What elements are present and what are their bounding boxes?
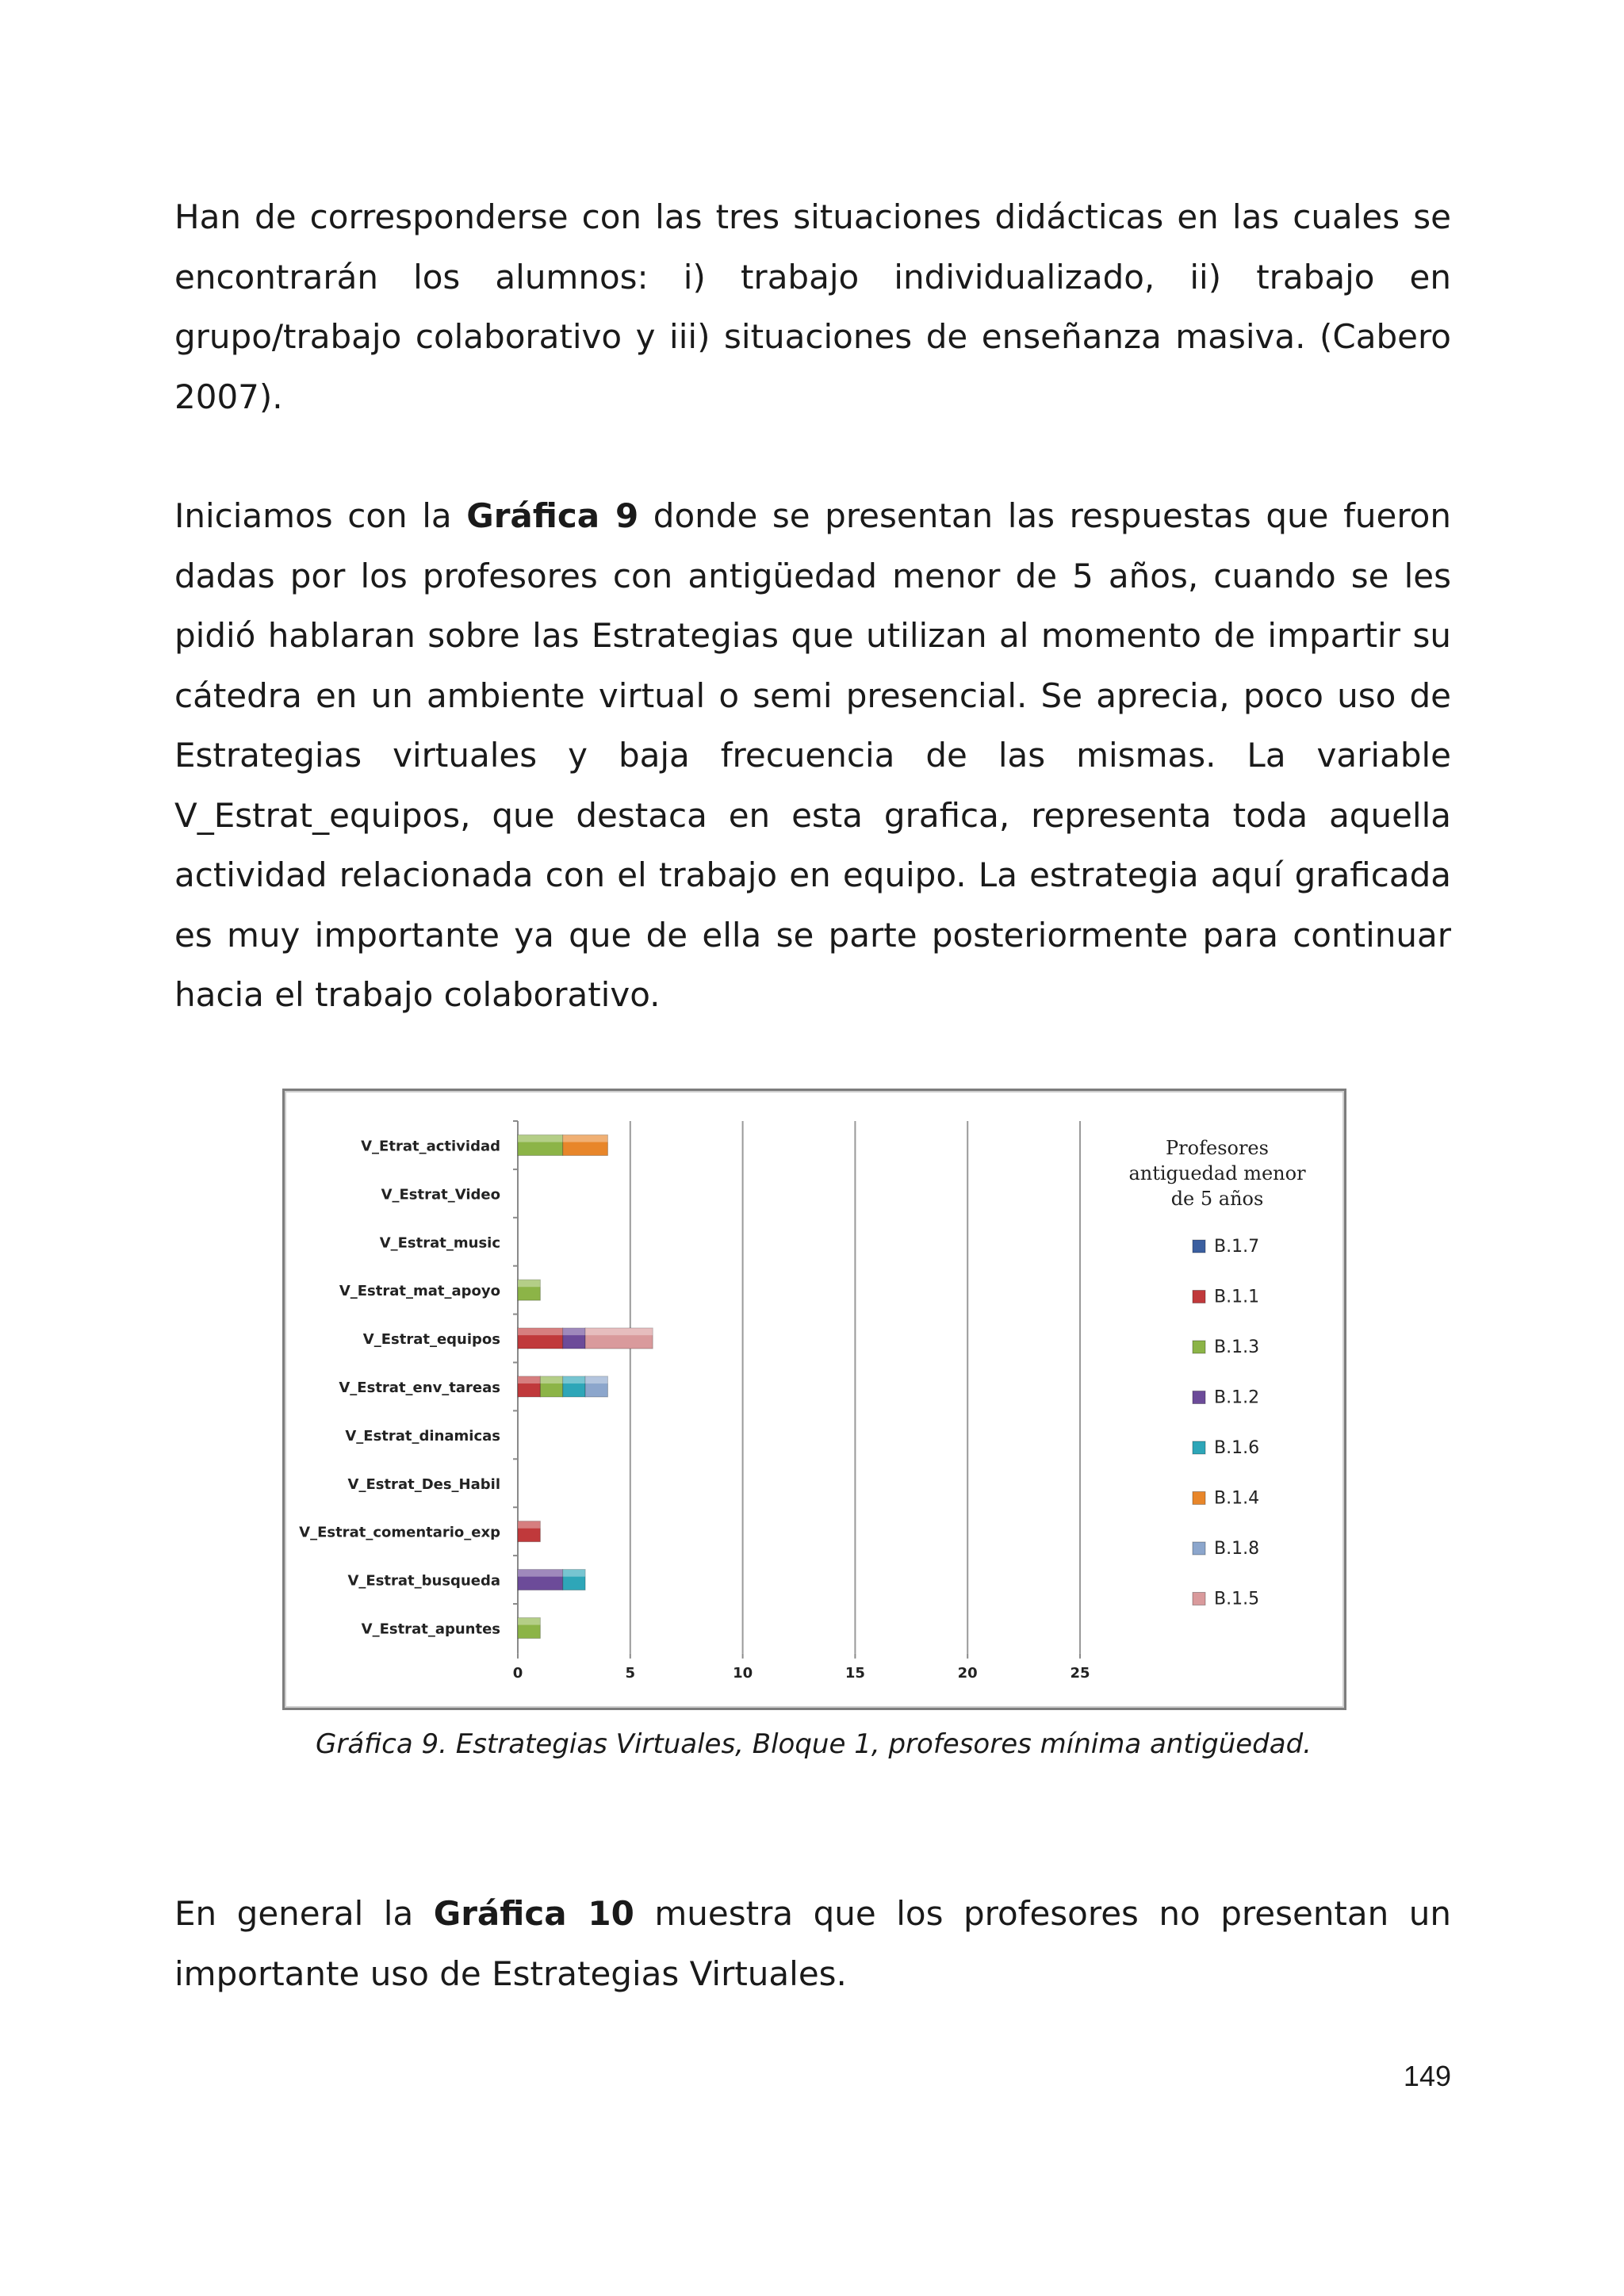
category-label: V_Estrat_equipos <box>362 1331 500 1349</box>
x-tick-label: 0 <box>512 1664 523 1682</box>
legend-title-line: Profesores <box>1166 1137 1269 1159</box>
legend-label: B.1.2 <box>1214 1387 1260 1408</box>
legend-swatch <box>1193 1391 1205 1404</box>
bar-highlight <box>518 1376 540 1383</box>
bar-highlight <box>563 1376 585 1383</box>
category-label: V_Estrat_env_tareas <box>339 1379 500 1396</box>
legend-title-line: de 5 años <box>1170 1188 1264 1210</box>
paragraph-text: En general la <box>174 1894 434 1933</box>
category-label: V_Estrat_apuntes <box>361 1621 500 1638</box>
x-tick-label: 5 <box>625 1664 636 1682</box>
legend-swatch <box>1193 1341 1205 1353</box>
bar-highlight <box>540 1376 562 1383</box>
legend-label: B.1.4 <box>1214 1488 1260 1509</box>
bar-highlight <box>518 1328 563 1335</box>
legend-swatch <box>1193 1441 1205 1454</box>
page-number: 149 <box>1403 2060 1451 2092</box>
category-label: V_Estrat_Des_Habil <box>347 1475 500 1493</box>
x-tick-label: 25 <box>1070 1664 1090 1682</box>
category-label: V_Estrat_dinamicas <box>345 1427 500 1445</box>
paragraph-intro: Han de corresponderse con las tres situaciones didácticas en las cuales se encontrarán los alumnos: i) trabajo individualizado, ii) trabajo en grupo/trabajo colaborativo y iii) situaciones de enseñanza masiva. (Cabero 2007). <box>174 197 1451 416</box>
bar-highlight <box>518 1617 540 1624</box>
bar-highlight <box>563 1328 585 1335</box>
category-label: V_Estrat_Video <box>381 1186 500 1203</box>
legend-label: B.1.8 <box>1214 1539 1260 1559</box>
legend-title-line: antiguedad menor <box>1128 1162 1306 1184</box>
paragraph-text: muestra que los profesores no presentan un importante uso de Estrategias Virtuales. <box>174 1894 1451 1993</box>
legend-swatch <box>1193 1593 1205 1605</box>
bar-highlight <box>518 1135 563 1142</box>
x-tick-label: 20 <box>957 1664 978 1682</box>
bar-highlight <box>585 1328 653 1335</box>
legend-title <box>1128 1137 1306 1210</box>
legend-label: B.1.1 <box>1214 1287 1260 1307</box>
paragraph-grafica-10 <box>174 1884 1451 2003</box>
legend-swatch <box>1193 1291 1205 1303</box>
bar-highlight <box>585 1376 607 1383</box>
legend-swatch <box>1193 1492 1205 1505</box>
figure-reference: Gráfica 9 <box>466 496 639 535</box>
legend-label: B.1.3 <box>1214 1337 1260 1357</box>
bar-highlight <box>518 1280 540 1287</box>
bar-highlight <box>563 1570 585 1577</box>
legend-swatch <box>1193 1542 1205 1555</box>
paragraph-text: Iniciamos con la <box>174 496 467 535</box>
category-label: V_Estrat_music <box>379 1234 500 1252</box>
bar-highlight <box>518 1521 540 1529</box>
x-tick-label: 10 <box>733 1664 753 1682</box>
paragraph-grafica-9 <box>174 486 1451 1025</box>
chart-figure <box>282 1089 1346 1710</box>
paragraph-text: donde se presentan las respuestas que fueron dadas por los profesores con antigüedad menor de 5 años, cuando se les pidió hablaran sobre las Estrategias que utilizan al momento de impartir su cátedra en un ambiente virtual o semi presencial. Se aprecia, poco uso de Estrategias virtuales y baja frecuencia de las mismas. La variable V_Estrat_equipos, que destaca en esta grafica, representa toda aquella actividad relacionada con el trabajo en equipo. La estrategia aquí graficada es muy importante ya que de ella se parte posteriormente para continuar hacia el trabajo colaborativo. <box>174 496 1451 1014</box>
figure-caption: Gráfica 9. Estrategias Virtuales, Bloque 1, profesores mínima antigüedad. <box>316 1728 1312 1760</box>
bar-chart <box>285 1091 1344 1708</box>
category-label: V_Estrat_mat_apoyo <box>339 1283 500 1300</box>
category-label: V_Etrat_actividad <box>361 1138 500 1155</box>
x-tick-label: 15 <box>845 1664 865 1682</box>
legend-label: B.1.5 <box>1214 1589 1260 1609</box>
bar-highlight <box>563 1135 608 1142</box>
legend-swatch <box>1193 1240 1205 1253</box>
figure-reference: Gráfica 10 <box>433 1894 634 1933</box>
category-label: V_Estrat_comentario_exp <box>299 1524 500 1541</box>
legend-label: B.1.6 <box>1214 1438 1260 1458</box>
category-label: V_Estrat_busqueda <box>347 1572 500 1590</box>
bar-highlight <box>518 1570 563 1577</box>
legend-label: B.1.7 <box>1214 1237 1260 1257</box>
